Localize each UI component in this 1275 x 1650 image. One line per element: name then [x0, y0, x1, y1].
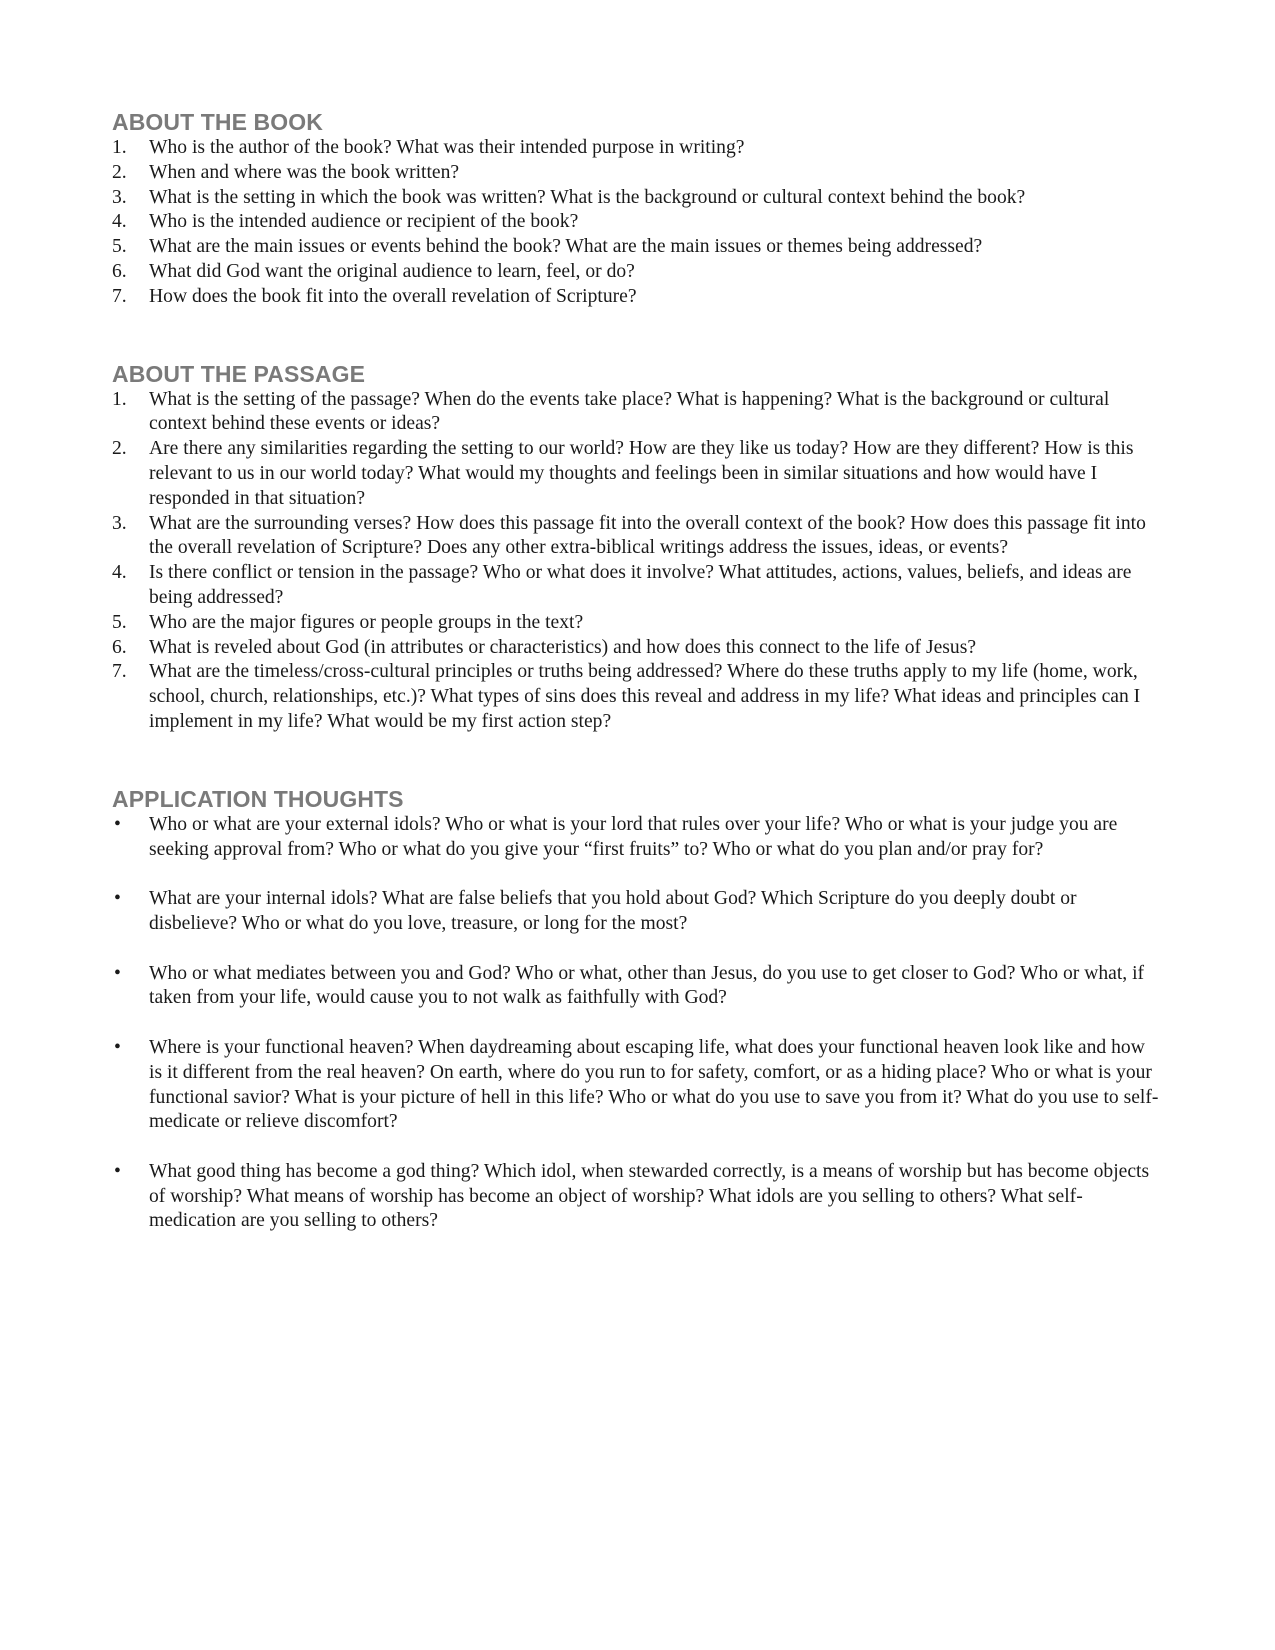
list-item — [112, 1160, 1162, 1234]
bullet-marker: • — [114, 1036, 121, 1058]
list-item — [112, 210, 1162, 235]
section-title: ABOUT THE PASSAGE — [112, 360, 366, 387]
document-page — [112, 108, 1162, 1234]
list-item-text: Who or what mediates between you and God? Who or what, other than Jesus, do you use to get closer to God? Who or what, if taken from your life, would cause you to not walk as faithfully with God? — [149, 962, 1145, 1009]
list-item — [112, 512, 1162, 562]
list-item-text: What good thing has become a god thing? Which idol, when stewarded correctly, is a means of worship but has become objects of worship? What means of worship has become an object of worship? What idols are you selling to others? What self-medication are you selling to others? — [149, 1160, 1150, 1232]
list-item-text: Who or what are your external idols? Who or what is your lord that rules over your life? Who or what is your judge you are seeking approval from? Who or what do you give your “first fruits” to? Who or what do you plan and/or pray for? — [149, 813, 1118, 860]
list-item-text: What are the main issues or events behind the book? What are the main issues or themes being addressed? — [149, 236, 983, 258]
list-item-text: What are the surrounding verses? How does this passage fit into the overall context of the book? How does this passage fit into the overall revelation of Scripture? Does any other extra-biblical writings address the issues, ideas, or events? — [149, 512, 1146, 559]
list-item — [112, 1036, 1162, 1135]
list-item — [112, 235, 1162, 260]
list-marker: 7. — [112, 285, 127, 307]
section-title: APPLICATION THOUGHTS — [112, 785, 404, 812]
list-item-text: Where is your functional heaven? When daydreaming about escaping life, what does your functional heaven look like and how is it different from the real heaven? On earth, where do you run to for safety, comfort, or as a hiding place? Who or what is your functional savior? What is your picture of hell in this life? Who or what do you use to save you from it? What do you use to self-medicate or relieve discomfort? — [149, 1036, 1159, 1133]
list-item — [112, 887, 1162, 937]
list-marker: 1. — [112, 388, 127, 410]
bullet-list — [112, 813, 1162, 1235]
numbered-list — [112, 136, 1162, 310]
list-marker: 7. — [112, 661, 127, 683]
list-item-text: What did God want the original audience to learn, feel, or do? — [149, 260, 635, 282]
list-item — [112, 388, 1162, 438]
list-marker: 5. — [112, 236, 127, 258]
list-item — [112, 636, 1162, 661]
list-marker: 6. — [112, 260, 127, 282]
list-item — [112, 285, 1162, 310]
list-item-text: What is the setting of the passage? When do the events take place? What is happening? What is the background or cultural context behind these events or ideas? — [149, 388, 1110, 435]
list-item-text: What is the setting in which the book was written? What is the background or cultural context behind the book? — [149, 186, 1026, 208]
list-item — [112, 813, 1162, 863]
section-about-the-passage — [112, 360, 1162, 735]
list-item-text: Who are the major figures or people groups in the text? — [149, 611, 584, 633]
list-item-text: What are your internal idols? What are false beliefs that you hold about God? Which Scripture do you deeply doubt or disbelieve? Who or what do you love, treasure, or long for the most? — [149, 888, 1077, 934]
list-item-text: What is reveled about God (in attributes or characteristics) and how does this connect to the life of Jesus? — [149, 636, 977, 658]
list-item — [112, 136, 1162, 161]
list-marker: 1. — [112, 137, 127, 158]
list-item-text: What are the timeless/cross-cultural principles or truths being addressed? Where do these truths apply to my life (home, work, school, church, relationships, etc.)? What types of sins does this reveal and address in my life? What ideas and principles can I implement in my life? What would be my first action step? — [149, 661, 1141, 732]
list-item — [112, 186, 1162, 211]
list-item-text: Are there any similarities regarding the setting to our world? How are they like us today? How are they different? How is this relevant to us in our world today? What would my thoughts and feelings been in similar situations and how would have I responded in that situation? — [149, 438, 1134, 509]
bullet-marker: • — [114, 888, 121, 910]
list-marker: 5. — [112, 611, 127, 633]
list-item — [112, 437, 1162, 511]
section-about-the-book — [112, 108, 1162, 310]
list-item — [112, 161, 1162, 186]
list-marker: 3. — [112, 512, 127, 534]
list-item — [112, 962, 1162, 1012]
bullet-marker: • — [114, 813, 121, 835]
list-item-text: When and where was the book written? — [149, 161, 460, 183]
bullet-marker: • — [114, 962, 121, 984]
bullet-marker: • — [114, 1160, 121, 1182]
list-marker: 2. — [112, 161, 127, 183]
list-marker: 3. — [112, 186, 127, 208]
list-marker: 2. — [112, 438, 127, 460]
list-item — [112, 660, 1162, 734]
list-item — [112, 260, 1162, 285]
numbered-list — [112, 388, 1162, 735]
section-title: ABOUT THE BOOK — [112, 109, 323, 135]
list-item-text: How does the book fit into the overall revelation of Scripture? — [149, 285, 637, 307]
list-item-text: Is there conflict or tension in the passage? Who or what does it involve? What attitudes, actions, values, beliefs, and ideas are being addressed? — [149, 562, 1132, 608]
section-application-thoughts — [112, 785, 1162, 1235]
list-marker: 4. — [112, 562, 127, 584]
list-item-text: Who is the author of the book? What was their intended purpose in writing? — [149, 137, 745, 158]
list-item — [112, 561, 1162, 611]
list-marker: 6. — [112, 636, 127, 658]
list-item-text: Who is the intended audience or recipient of the book? — [149, 211, 579, 233]
list-marker: 4. — [112, 211, 127, 233]
list-item — [112, 611, 1162, 636]
